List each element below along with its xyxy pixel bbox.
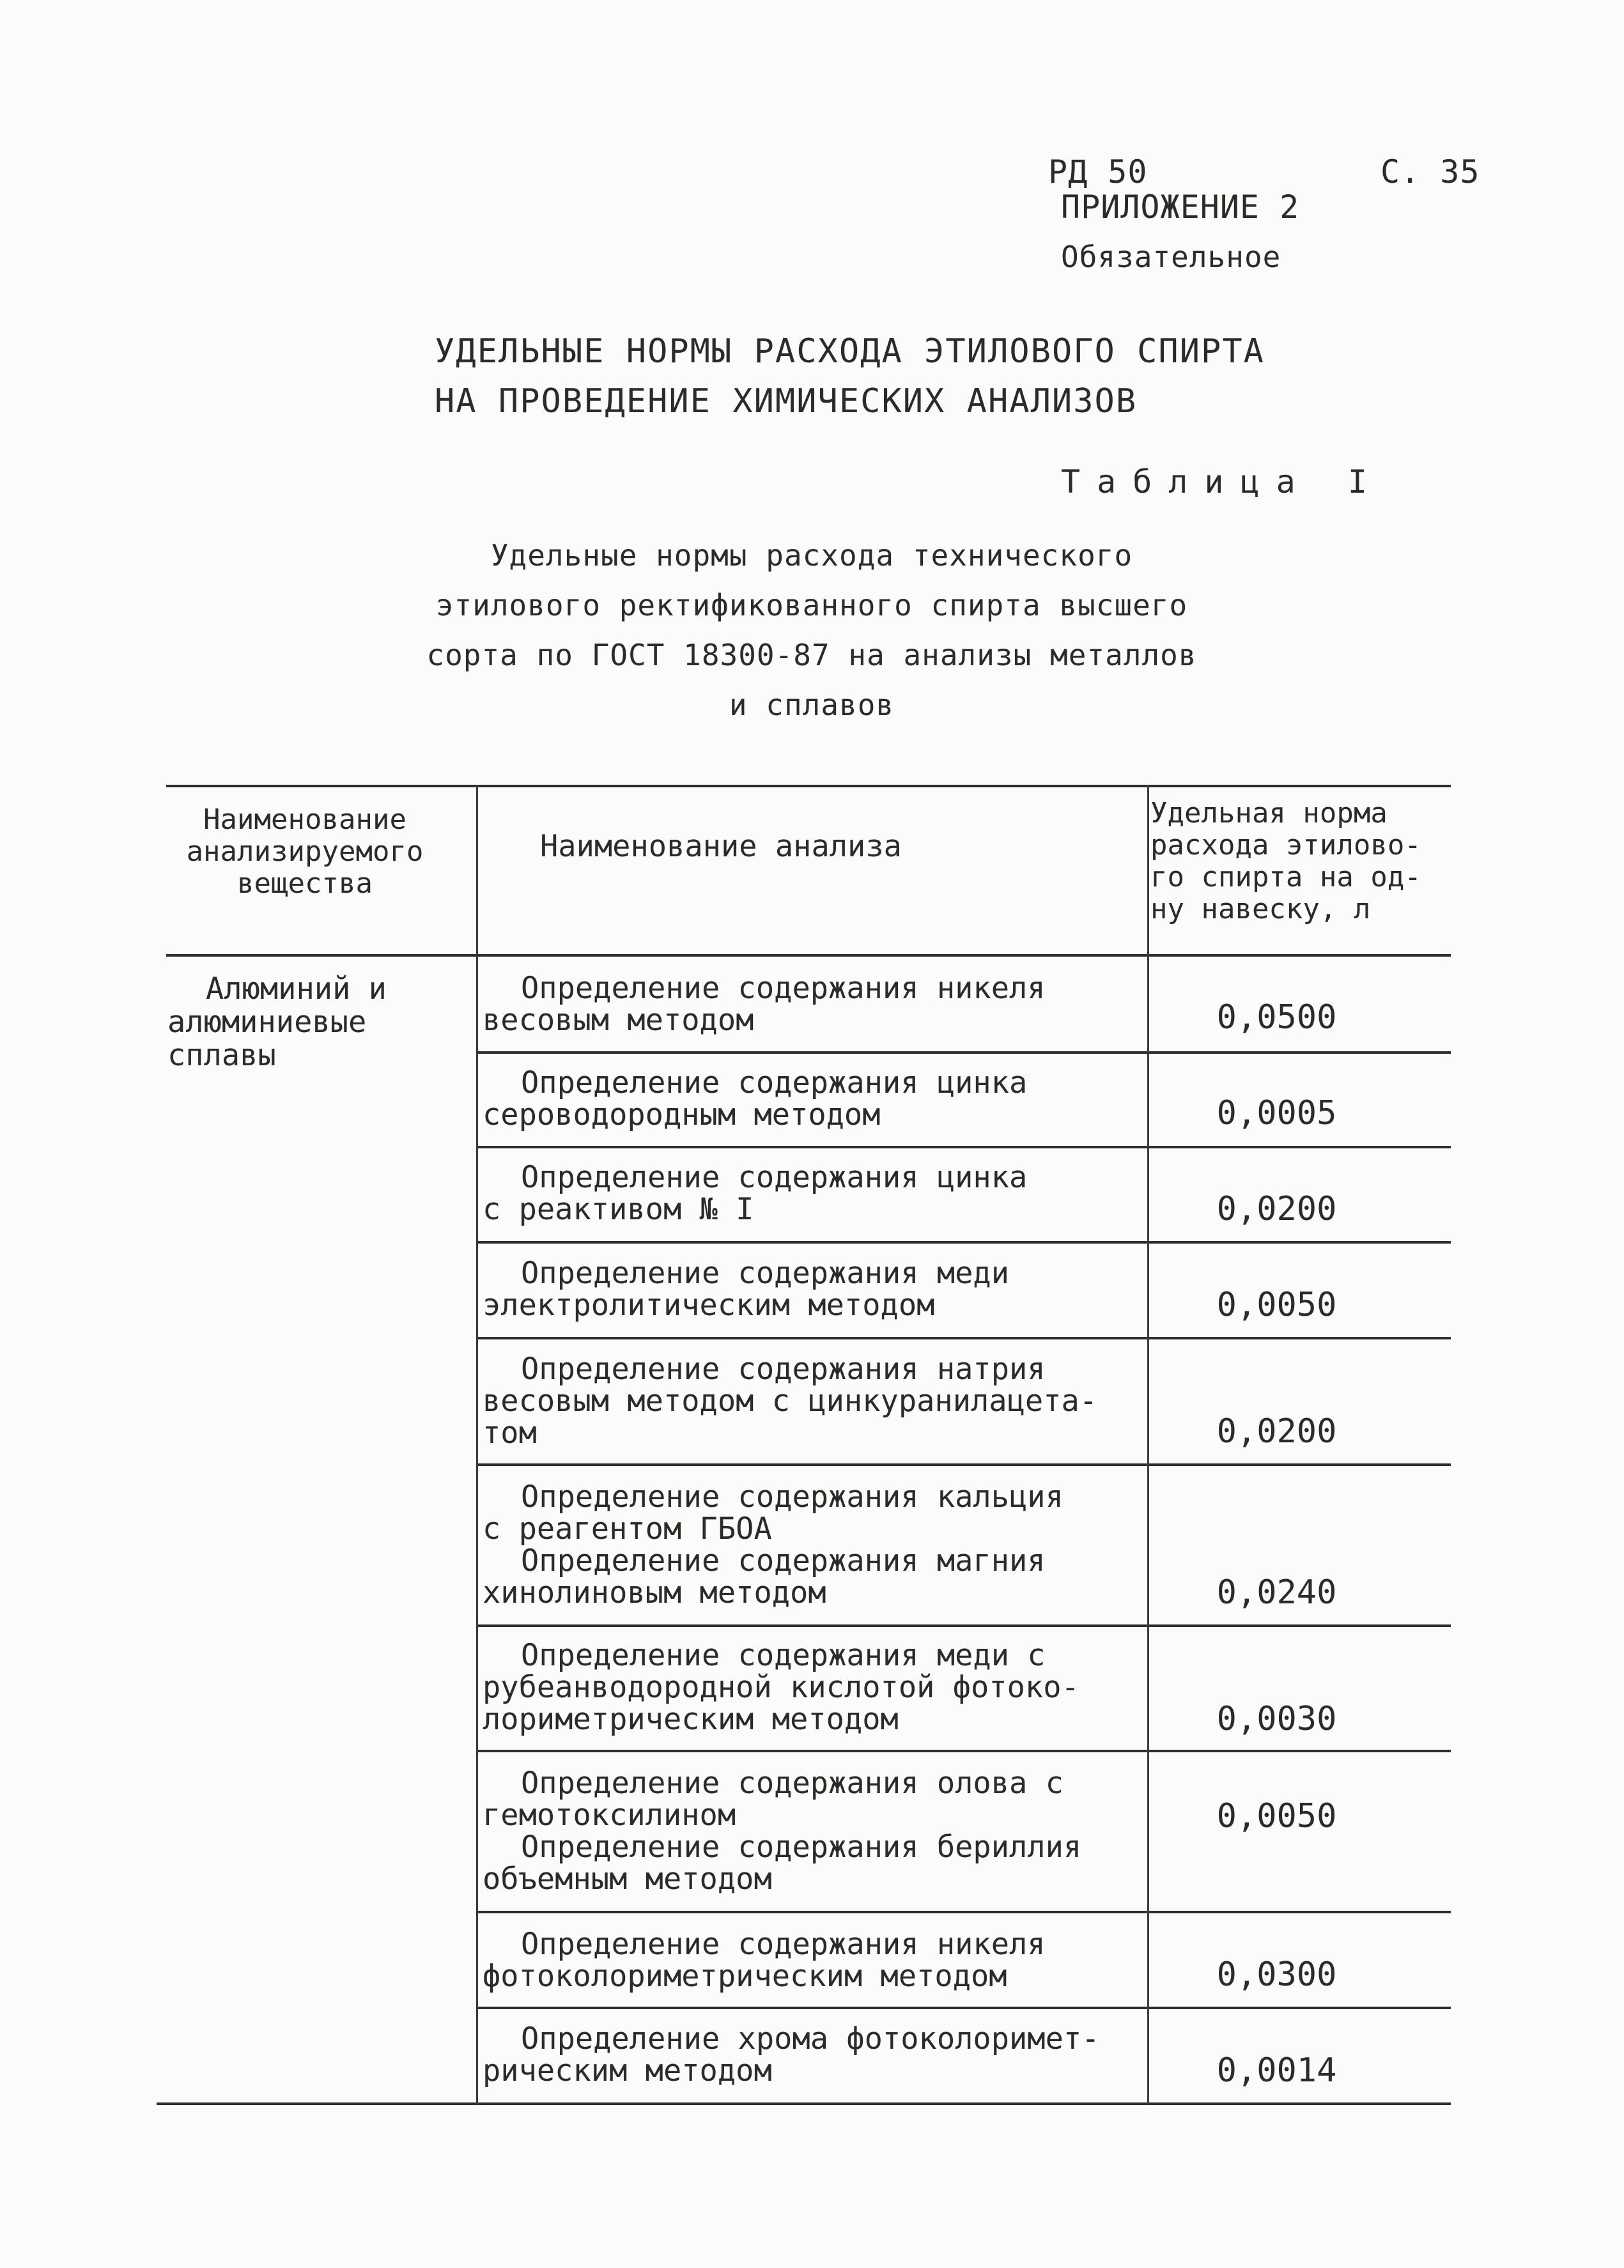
doc-code: РД 50 xyxy=(1048,153,1148,190)
analysis-cell: Определение содержания олова с гемотоксилином Определение содержания бериллия объемным методом xyxy=(483,1766,1082,1897)
substance-cell: Алюминий и алюминиевые сплавы xyxy=(167,971,387,1073)
row-divider xyxy=(476,1146,1451,1148)
title-line-1: УДЕЛЬНЫЕ НОРМЫ РАСХОДА ЭТИЛОВОГО СПИРТА xyxy=(435,332,1265,371)
analysis-cell: Определение содержания цинка с реактивом № I xyxy=(483,1160,1028,1227)
row-divider xyxy=(476,1051,1451,1054)
row-divider xyxy=(476,1337,1451,1339)
caption-line-2: этилового ректификованного спирта высшего xyxy=(435,588,1188,622)
column-divider xyxy=(476,785,478,2104)
header-norm: Удельная норма расхода этилово- го спирта на од- ну навеску, л xyxy=(1150,797,1421,925)
analysis-cell: Определение содержания меди электролитическим методом xyxy=(483,1256,1010,1323)
norm-value: 0,0300 xyxy=(1216,1956,1337,1994)
norm-value: 0,0200 xyxy=(1216,1190,1337,1228)
norm-value: 0,0005 xyxy=(1216,1094,1337,1132)
analysis-cell: Определение содержания никеля весовым методом xyxy=(483,971,1046,1038)
row-divider xyxy=(476,2007,1451,2009)
header-analysis: Наименование анализа xyxy=(540,829,902,864)
analysis-cell: Определение содержания никеля фотоколориметрическим методом xyxy=(483,1927,1046,1994)
row-divider xyxy=(476,1624,1451,1627)
column-divider xyxy=(1147,785,1149,2104)
norm-value: 0,0050 xyxy=(1216,1797,1337,1835)
row-divider xyxy=(476,1463,1451,1466)
row-divider xyxy=(476,1241,1451,1244)
norm-value: 0,0240 xyxy=(1216,1573,1337,1612)
analysis-cell: Определение хрома фотоколоримет- рическим методом xyxy=(483,2021,1100,2088)
table-label: Таблица I xyxy=(1061,463,1384,500)
analysis-cell: Определение содержания натрия весовым методом с цинкуранилацета- том xyxy=(483,1352,1098,1451)
norm-value: 0,0500 xyxy=(1216,998,1337,1037)
row-divider xyxy=(476,1750,1451,1752)
analysis-cell: Определение содержания меди с рубеанводородной кислотой фотоко- лориметрическим методом xyxy=(483,1638,1079,1737)
header-substance: Наименование анализируемого вещества xyxy=(186,803,424,900)
caption-line-1: Удельные нормы расхода технического xyxy=(490,538,1133,573)
row-divider xyxy=(476,1911,1451,1913)
title-line-2: НА ПРОВЕДЕНИЕ ХИМИЧЕСКИХ АНАЛИЗОВ xyxy=(435,382,1138,420)
norm-value: 0,0030 xyxy=(1216,1700,1337,1738)
norm-value: 0,0014 xyxy=(1216,2051,1337,2090)
caption-line-3: сорта по ГОСТ 18300-87 на анализы металлов xyxy=(426,638,1197,672)
appendix-label: ПРИЛОЖЕНИЕ 2 xyxy=(1061,189,1300,226)
caption-line-4: и сплавов xyxy=(729,688,895,722)
analysis-cell: Определение содержания цинка сероводородным методом xyxy=(483,1065,1028,1132)
norm-value: 0,0050 xyxy=(1216,1286,1337,1324)
table-header-rule xyxy=(166,954,1451,957)
status-label: Обязательное xyxy=(1061,240,1281,274)
table-bottom-rule xyxy=(157,2102,1451,2105)
page-number: С. 35 xyxy=(1380,153,1480,190)
analysis-cell: Определение содержания кальция с реагентом ГБОА Определение содержания магния хинолиновым методом xyxy=(483,1479,1063,1610)
table-top-rule xyxy=(166,785,1451,787)
norm-value: 0,0200 xyxy=(1216,1412,1337,1451)
